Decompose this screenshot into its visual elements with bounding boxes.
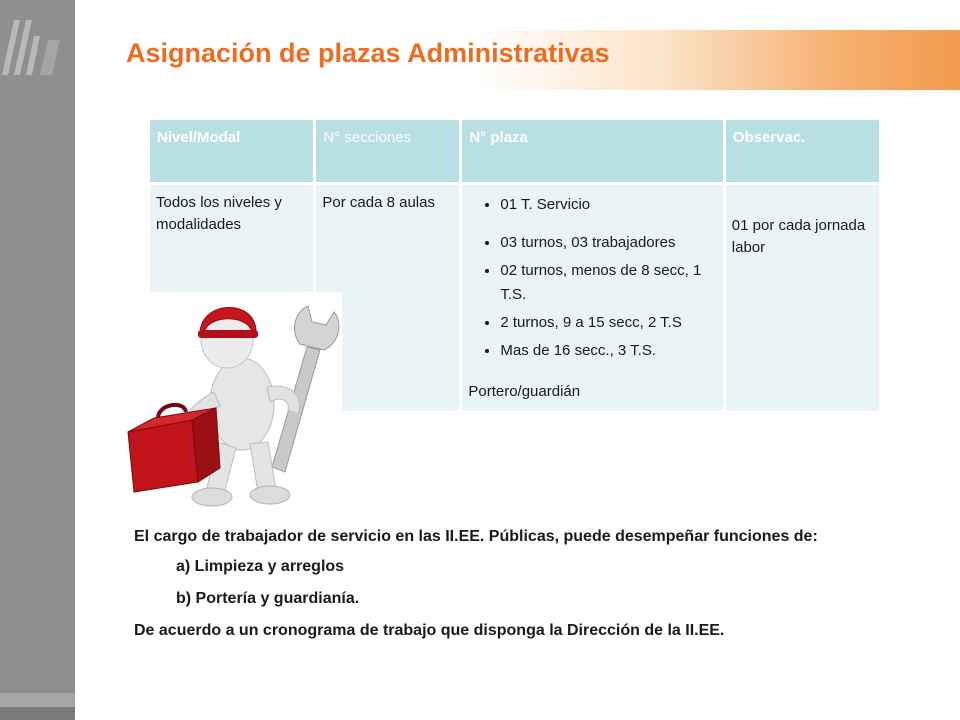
logo-stripes-icon xyxy=(0,0,75,110)
header-secciones: N° secciones xyxy=(316,120,459,182)
cell-nivel: Todos los niveles y modalidades xyxy=(150,185,313,411)
cell-observacion: 01 por cada jornada labor xyxy=(726,185,879,411)
closing-text: De acuerdo a un cronograma de trabajo que disponga la Dirección de la II.EE. xyxy=(134,622,725,639)
cell-secciones: Por cada 8 aulas xyxy=(316,185,459,411)
list-item: • 2 turnos, 9 a 15 secc, 2 T.S xyxy=(500,311,716,335)
slide-title: Asignación de plazas Administrativas xyxy=(126,38,610,68)
cell-plazas xyxy=(462,185,722,411)
intro-text: El cargo de trabajador de servicio en las II.EE. Públicas, puede desempeñar funciones de: xyxy=(134,528,818,545)
function-item-a: a) Limpieza y arreglos xyxy=(176,558,345,575)
side-footer-stripe-dark xyxy=(0,707,75,720)
table-header-row xyxy=(150,120,879,182)
header-observaciones: Observac. xyxy=(726,120,879,182)
header-plaza: N° plaza xyxy=(462,120,722,182)
function-item-b: b) Portería y guardianía. xyxy=(176,590,360,607)
portero-label: Portero/guardián xyxy=(468,383,581,400)
list-item: • 01 T. Servicio xyxy=(500,193,716,217)
worker-figure-image xyxy=(122,292,342,517)
list-item: • Mas de 16 secc., 3 T.S. xyxy=(500,339,716,363)
side-footer-stripe xyxy=(0,693,75,707)
list-item: • 02 turnos, menos de 8 secc, 1 T.S. xyxy=(500,259,716,307)
header-nivel: Nivel/Modal xyxy=(150,120,313,182)
list-item: • 03 turnos, 03 trabajadores xyxy=(500,231,716,255)
plazas-list xyxy=(468,193,716,363)
description-paragraph xyxy=(134,524,862,644)
